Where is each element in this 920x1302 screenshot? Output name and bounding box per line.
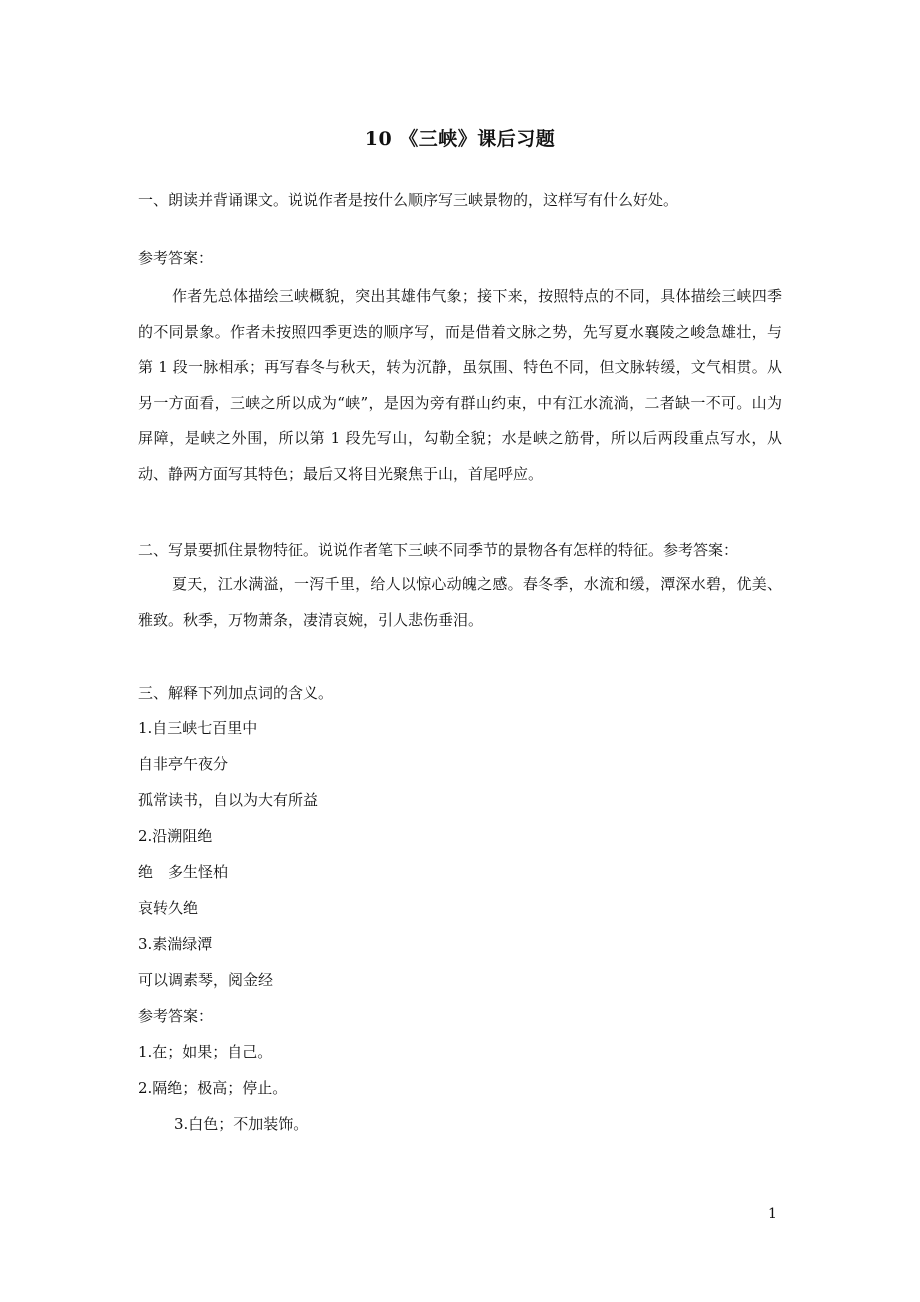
answer-label-3: 参考答案：: [138, 1007, 214, 1025]
question-2: 二、写景要抓住景物特征。说说作者笔下三峡不同季节的景物各有怎样的特征。参考答案：: [138, 541, 739, 559]
page-number: 1: [768, 1206, 777, 1222]
answer-paragraph-2: [138, 567, 782, 638]
answer-text-2: 夏天，江水满溢，一泻千里，给人以惊心动魄之感。春冬季，水流和缓，潭深水碧，优美、雅致。秋季，万物萧条，凄清哀婉，引人悲伤垂泪。: [138, 575, 782, 629]
question-1: 一、朗读并背诵课文。说说作者是按什么顺序写三峡景物的，这样写有什么好处。: [138, 191, 679, 209]
page-title: 10 《三峡》课后习题: [364, 128, 556, 150]
answer-paragraph-1: [138, 279, 782, 492]
answer-item: 3.白色；不加装饰。: [174, 1115, 309, 1133]
list-item: 哀转久绝: [138, 899, 199, 917]
answer-text-1: 作者先总体描绘三峡概貌，突出其雄伟气象；接下来，按照特点的不同，具体描绘三峡四季的不同景象。作者未按照四季更迭的顺序写，而是借着文脉之势，先写夏水襄陵之峻急雄壮，与第 1 段一脉相承；再写春冬与秋天，转为沉静，虽氛围、特色不同，但文脉转缓，文气相贯。从另一方面看，三峡之所以成为“峡”，是因为旁有群山约束，中有江水流淌，二者缺一不可。山为屏障，是峡之外围，所以第 1 段先写山，勾勒全貌；水是峡之筋骨，所以后两段重点写水，从动、静两方面写其特色；最后又将目光聚焦于山，首尾呼应。: [138, 287, 782, 483]
list-item: 3.素湍绿潭: [138, 935, 213, 953]
list-item: 孤常读书，自以为大有所益: [138, 791, 319, 809]
question-3: 三、解释下列加点词的含义。: [138, 684, 334, 702]
list-item: 自非亭午夜分: [138, 755, 229, 773]
answer-item: 2.隔绝；极高；停止。: [138, 1079, 288, 1097]
list-item: 1.自三峡七百里中: [138, 719, 258, 737]
answer-label-1: 参考答案：: [138, 249, 214, 267]
list-item: 绝 多生怪柏: [138, 863, 229, 881]
list-item: 可以调素琴，阅金经: [138, 971, 274, 989]
answer-item: 1.在；如果；自己。: [138, 1043, 273, 1061]
list-item: 2.沿溯阻绝: [138, 827, 213, 845]
